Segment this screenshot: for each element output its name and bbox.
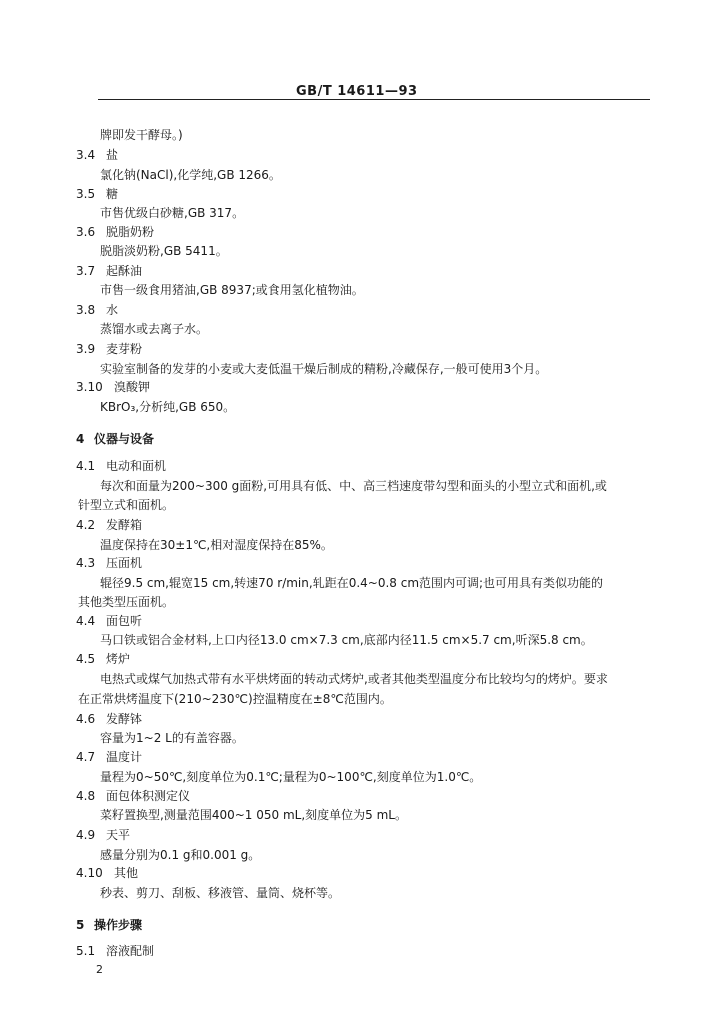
section-title: 起酥油 xyxy=(106,264,143,278)
section-title: 发酵钵 xyxy=(106,712,143,726)
section-title: 其他 xyxy=(114,866,139,880)
section-number: 4 xyxy=(76,432,85,446)
body-text-continued: 其他类型压面机。 xyxy=(78,595,175,609)
subsection-heading xyxy=(76,187,118,201)
section-title: 麦芽粉 xyxy=(106,342,143,356)
subsection-heading xyxy=(76,225,154,239)
body-text: 感量分别为0.1 g和0.001 g。 xyxy=(100,848,261,862)
section-title: 压面机 xyxy=(106,556,143,570)
section-title: 水 xyxy=(106,303,119,317)
section-number: 4.9 xyxy=(76,828,96,842)
section-number: 3.5 xyxy=(76,187,96,201)
body-text: 容量为1~2 L的有盖容器。 xyxy=(100,731,244,745)
subsection-heading xyxy=(76,652,130,666)
section-number: 3.7 xyxy=(76,264,96,278)
section-title: 天平 xyxy=(106,828,131,842)
section-number: 4.7 xyxy=(76,750,96,764)
page-header: GB/T 14611—93 xyxy=(296,84,418,99)
body-text: 菜籽置换型,测量范围400~1 050 mL,刻度单位为5 mL。 xyxy=(100,808,407,822)
section-title: 发酵箱 xyxy=(106,518,143,532)
section-number: 5.1 xyxy=(76,944,96,958)
section-heading xyxy=(76,432,154,446)
body-text: 电热式或煤气加热式带有水平烘烤面的转动式烤炉,或者其他类型温度分布比较均匀的烤炉。要求 xyxy=(100,672,608,686)
subsection-heading xyxy=(76,459,166,473)
section-title: 溶液配制 xyxy=(106,944,155,958)
subsection-heading xyxy=(76,264,142,278)
subsection-heading xyxy=(76,866,138,880)
section-number: 3.8 xyxy=(76,303,96,317)
section-number: 5 xyxy=(76,918,85,932)
body-text: 温度保持在30±1℃,相对湿度保持在85%。 xyxy=(100,538,333,552)
subsection-heading xyxy=(76,342,142,356)
body-text-continued: 在正常烘烤温度下(210~230℃)控温精度在±8℃范围内。 xyxy=(78,692,392,706)
section-title: 糖 xyxy=(106,187,119,201)
body-text: 脱脂淡奶粉,GB 5411。 xyxy=(100,244,228,258)
section-number: 4.3 xyxy=(76,556,96,570)
section-title: 溴酸钾 xyxy=(114,380,151,394)
section-number: 4.2 xyxy=(76,518,96,532)
section-title: 仪器与设备 xyxy=(94,432,155,446)
section-number: 4.4 xyxy=(76,614,96,628)
body-text: 市售一级食用猪油,GB 8937;或食用氢化植物油。 xyxy=(100,283,364,297)
subsection-heading xyxy=(76,303,118,317)
subsection-heading xyxy=(76,944,154,958)
body-text: 每次和面量为200~300 g面粉,可用具有低、中、高三档速度带勾型和面头的小型立式和面机,或 xyxy=(100,479,607,493)
body-text: 牌即发干酵母。) xyxy=(100,128,183,142)
section-title: 面包体积测定仪 xyxy=(106,789,191,803)
section-number: 4.1 xyxy=(76,459,96,473)
body-text: 市售优级白砂糖,GB 317。 xyxy=(100,206,245,220)
section-title: 烤炉 xyxy=(106,652,131,666)
section-title: 操作步骤 xyxy=(94,918,143,932)
body-text: 氯化钠(NaCl),化学纯,GB 1266。 xyxy=(100,168,281,182)
subsection-heading xyxy=(76,556,142,570)
body-text: 辊径9.5 cm,辊宽15 cm,转速70 r/min,轧距在0.4~0.8 cm范围内可调;也可用具有类似功能的 xyxy=(100,576,604,590)
section-title: 电动和面机 xyxy=(106,459,167,473)
section-number: 3.6 xyxy=(76,225,96,239)
body-text: 量程为0~50℃,刻度单位为0.1℃;量程为0~100℃,刻度单位为1.0℃。 xyxy=(100,770,482,784)
section-title: 盐 xyxy=(106,148,119,162)
section-number: 3.4 xyxy=(76,148,96,162)
body-text: 秒表、剪刀、刮板、移液管、量筒、烧杯等。 xyxy=(100,886,341,900)
header-rule xyxy=(98,99,650,100)
body-text: 实验室制备的发芽的小麦或大麦低温干燥后制成的精粉,冷藏保存,一般可使用3个月。 xyxy=(100,362,548,376)
body-text: 马口铁或铝合金材料,上口内径13.0 cm×7.3 cm,底部内径11.5 cm×5.7 cm,听深5.8 cm。 xyxy=(100,633,593,647)
body-text-continued: 针型立式和面机。 xyxy=(78,498,175,512)
subsection-heading xyxy=(76,750,142,764)
section-title: 面包听 xyxy=(106,614,143,628)
section-title: 脱脂奶粉 xyxy=(106,225,155,239)
section-number: 4.8 xyxy=(76,789,96,803)
subsection-heading xyxy=(76,148,118,162)
section-number: 3.9 xyxy=(76,342,96,356)
subsection-heading xyxy=(76,828,130,842)
subsection-heading xyxy=(76,614,142,628)
section-heading xyxy=(76,918,142,932)
section-number: 4.10 xyxy=(76,866,103,880)
section-title: 温度计 xyxy=(106,750,143,764)
subsection-heading xyxy=(76,380,150,394)
section-number: 3.10 xyxy=(76,380,103,394)
subsection-heading xyxy=(76,518,142,532)
subsection-heading xyxy=(76,789,190,803)
page-number: 2 xyxy=(96,963,103,976)
body-text: 蒸馏水或去离子水。 xyxy=(100,322,209,336)
body-text: KBrO₃,分析纯,GB 650。 xyxy=(100,400,236,414)
section-number: 4.6 xyxy=(76,712,96,726)
subsection-heading xyxy=(76,712,142,726)
section-number: 4.5 xyxy=(76,652,96,666)
